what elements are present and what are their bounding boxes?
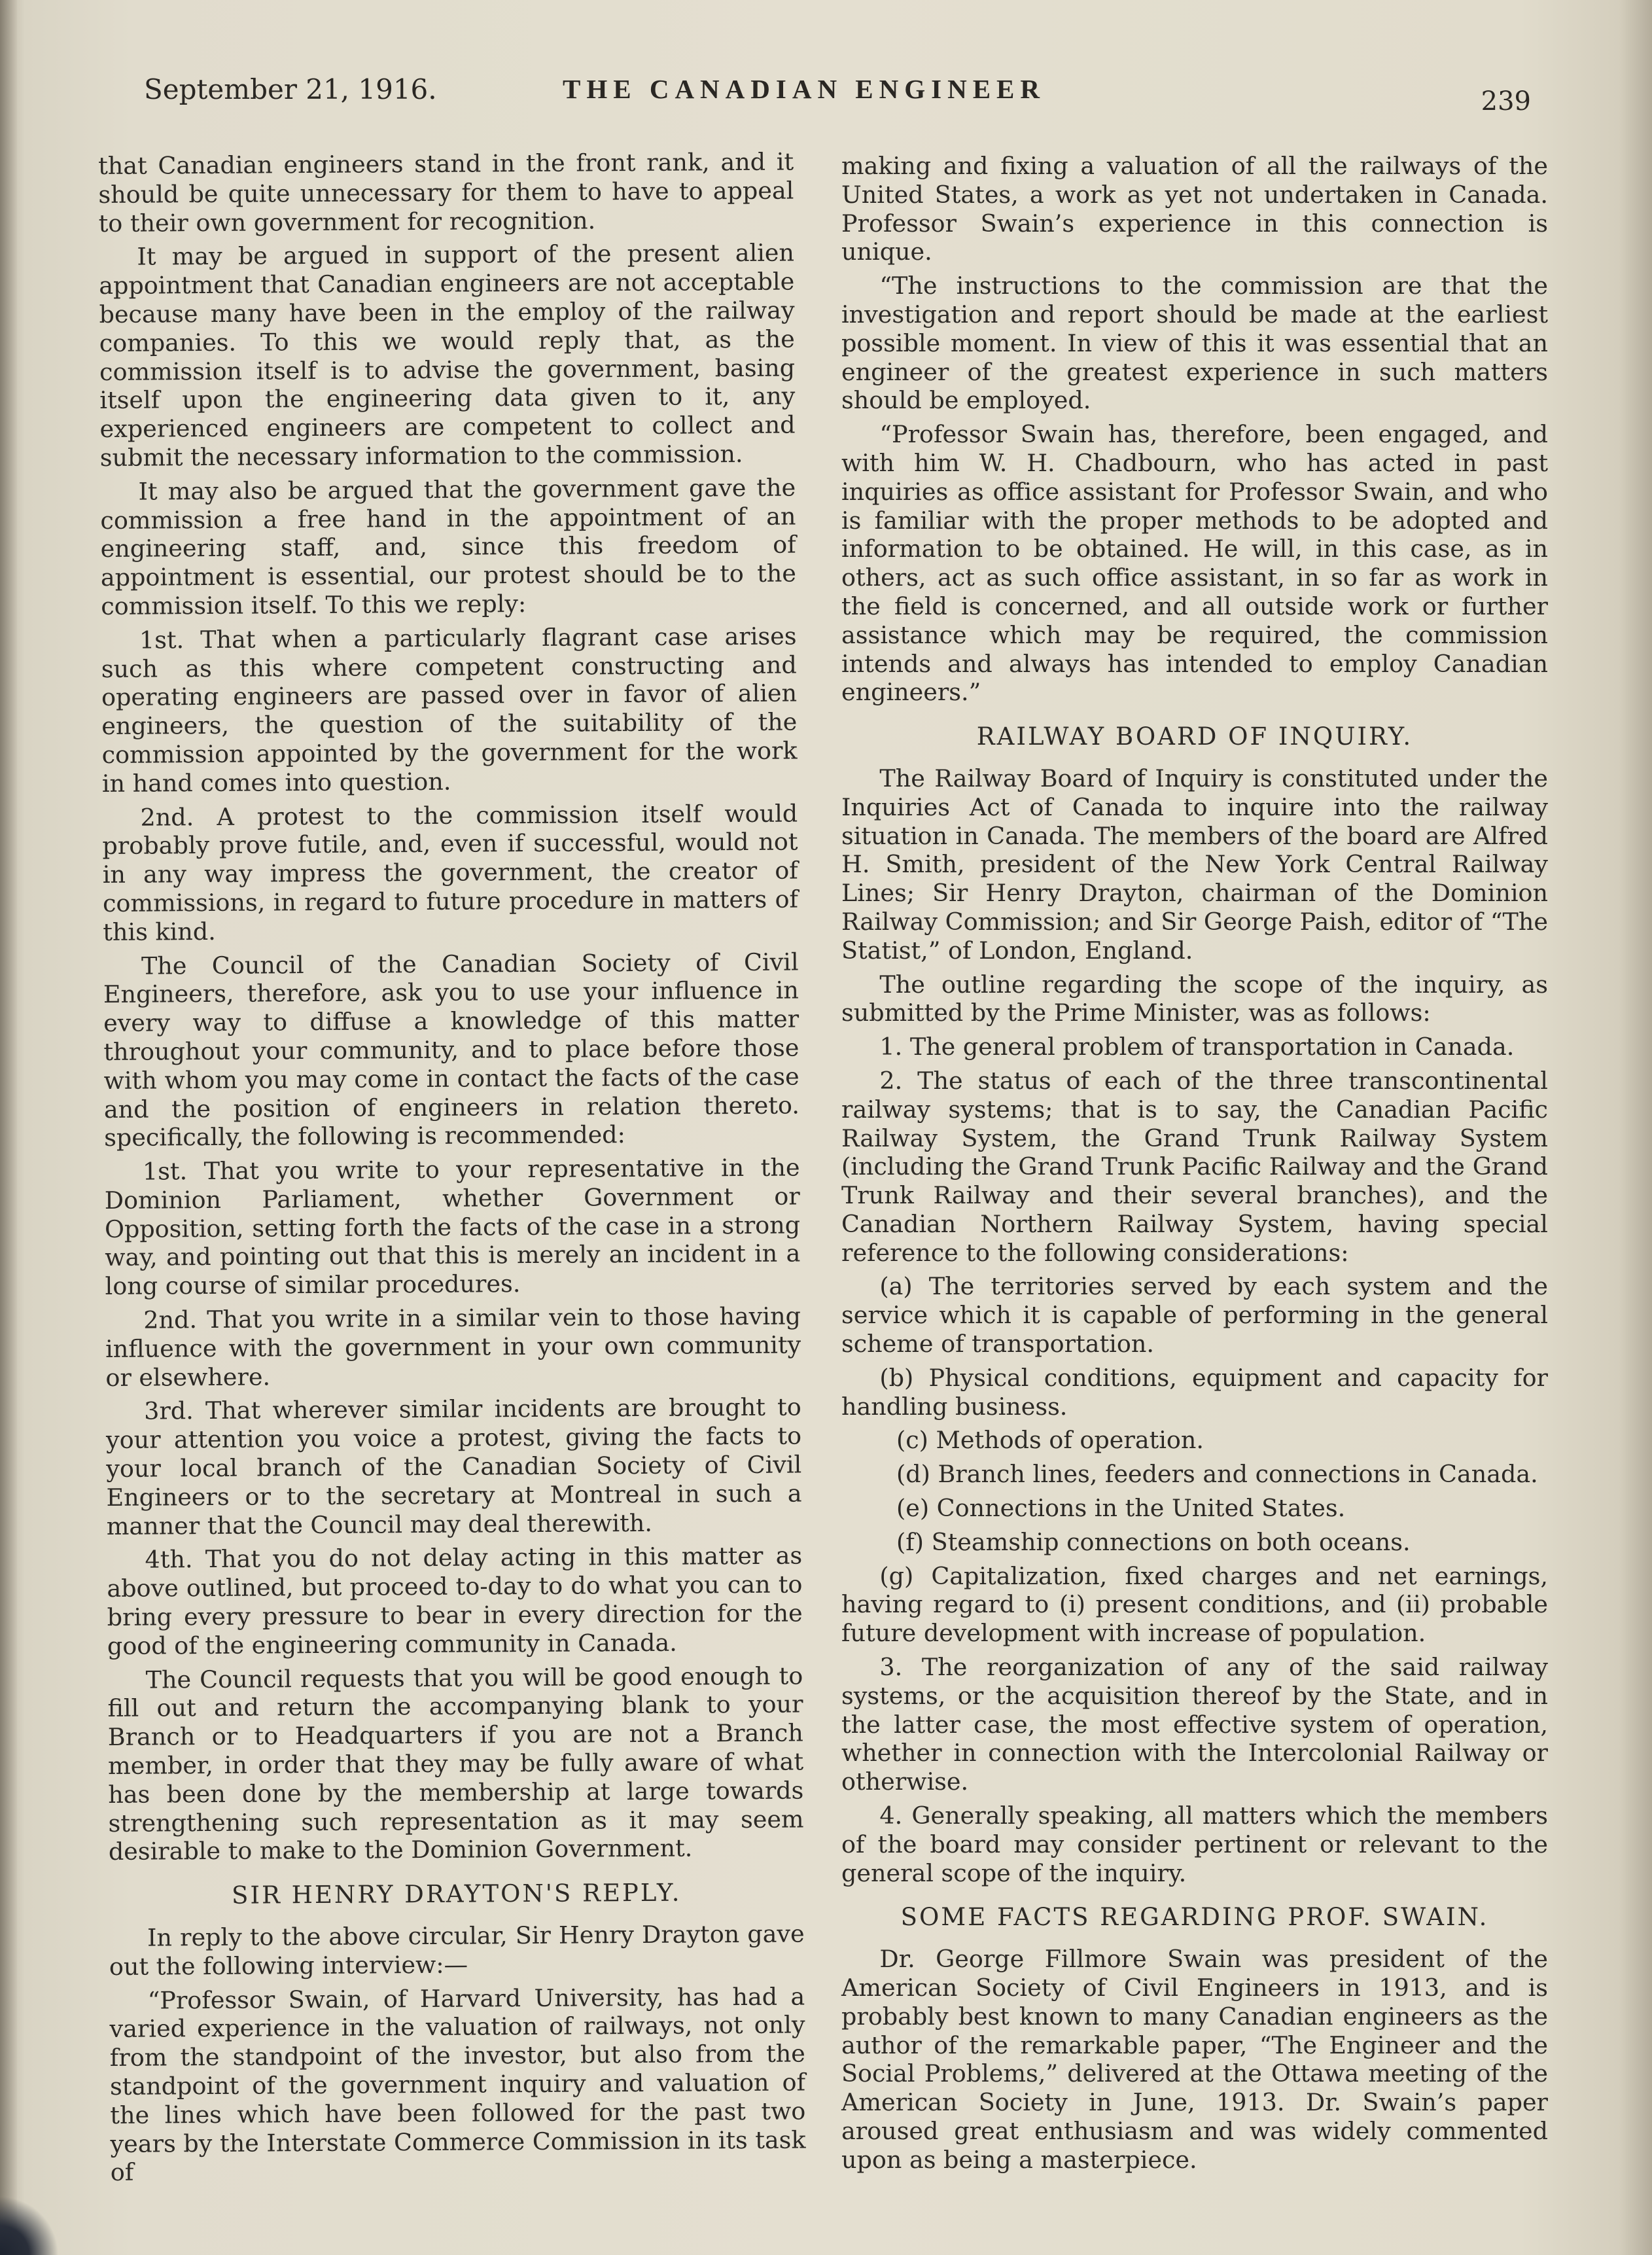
- left-column: [98, 148, 806, 2193]
- paragraph: 1st. That when a particularly flagrant case arises such as this where competent constructing and operating engineers are passed over in favor of alien engineers, the question of the suitability of the commission appointed by the government for the work in hand comes into question.: [101, 622, 798, 798]
- paragraph: 3. The reorganization of any of the said railway systems, or the acquisition thereof by the State, and in the latter case, the most effective system of operation, whether in connection with the Intercolonial Railway or otherwise.: [841, 1653, 1548, 1796]
- section-heading-railway-board: RAILWAY BOARD OF INQUIRY.: [976, 722, 1413, 751]
- paragraph: “Professor Swain has, therefore, been engaged, and with him W. H. Chadbourn, who has acted in past inquiries as office assistant for Professor Swain, and who is familiar with the proper methods to be adopted and information to be obtained. He will, in this case, as in others, act as such office assistant, in so far as work in the field is concerned, and all outside work or further assistance which may be required, the commission intends and always has intended to employ Canadian engineers.”: [841, 420, 1548, 707]
- paragraph: In reply to the above circular, Sir Henry Drayton gave out the following interview:—: [109, 1919, 805, 1981]
- paragraph: 4. Generally speaking, all matters which the members of the board may consider pertinent or relevant to the general scope of the inquiry.: [841, 1802, 1548, 1887]
- paragraph: The Council of the Canadian Society of Civil Engineers, therefore, ask you to use your influence in every way to diffuse a knowledge of this matter throughout your community, and to place before those with whom you may come in contact the facts of the case and the position of engineers in relation thereto. specifically, the following is recommended:: [103, 947, 800, 1152]
- list-item: (e) Connections in the United States.: [896, 1494, 1346, 1523]
- paragraph: (a) The territories served by each system and the service which it is capable of performing in the general scheme of transportation.: [841, 1272, 1548, 1358]
- paragraph: It may also be argued that the government gave the commission a free hand in the appointment of an engineering staff, and, since this freedom of appointment is essential, our protest should be to the commission itself. To this we reply:: [100, 473, 797, 620]
- list-item: (d) Branch lines, feeders and connections in Canada.: [896, 1460, 1538, 1489]
- paragraph: The outline regarding the scope of the inquiry, as submitted by the Prime Minister, was as follows:: [841, 970, 1548, 1027]
- header-journal-title: THE CANADIAN ENGINEER: [563, 74, 1046, 104]
- list-item: (c) Methods of operation.: [896, 1426, 1204, 1455]
- header-date: September 21, 1916.: [144, 73, 437, 105]
- paragraph: (b) Physical conditions, equipment and capacity for handling business.: [841, 1363, 1548, 1421]
- paragraph: It may be argued in support of the present alien appointment that Canadian engineers are not acceptable because many have been in the employ of the railway companies. To this we would reply that, as the commission itself is to advise the government, basing itself upon the engineering data given to it, any experienced engineers are competent to collect and submit the necessary information to the commission.: [99, 238, 796, 472]
- scan-corner-shadow: [0, 2196, 59, 2255]
- paragraph: that Canadian engineers stand in the front rank, and it should be quite unnecessary for them to have to appeal to their own government for recognition.: [98, 147, 794, 238]
- right-column: [841, 152, 1548, 2180]
- paragraph: making and fixing a valuation of all the railways of the United States, a work as yet not undertaken in Canada. Professor Swain’s experience in this connection is unique.: [841, 152, 1548, 266]
- paragraph: 2nd. A protest to the commission itself would probably prove futile, and, even if successful, would not in any way impress the government, the creator of commissions, in regard to future procedure in matters of this kind.: [102, 799, 799, 946]
- list-item: (f) Steamship connections on both oceans.: [896, 1527, 1411, 1556]
- paragraph: 2nd. That you write in a similar vein to those having influence with the government in your own community or elsewhere.: [105, 1302, 801, 1392]
- paragraph: The Council requests that you will be good enough to fill out and return the accompanying blank to your Branch or to Headquarters if you are not a Branch member, in order that they may be fully aware of what has been done by the membership at large towards strengthening such representation as it may seem desirable to make to the Dominion Government.: [107, 1661, 804, 1866]
- running-header: [144, 73, 1531, 126]
- paragraph: 2. The status of each of the three transcontinental railway systems; that is to say, the Canadian Pacific Railway System, the Grand Trunk Railway System (including the Grand Trunk Pacific Railway and the Grand Trunk Railway and their several branches), and the Canadian Northern Railway System, having special reference to the following considerations:: [841, 1066, 1548, 1267]
- spine-shadow: [0, 0, 17, 2255]
- paragraph: 1. The general problem of transportation in Canada.: [879, 1033, 1515, 1061]
- paragraph: The Railway Board of Inquiry is constituted under the Inquiries Act of Canada to inquire into the railway situation in Canada. The members of the board are Alfred H. Smith, president of the New York Central Railway Lines; Sir Henry Drayton, chairman of the Dominion Railway Commission; and Sir George Paish, editor of “The Statist,” of London, England.: [841, 764, 1549, 965]
- paragraph: “The instructions to the commission are that the investigation and report should be made at the earliest possible moment. In view of this it was essential that an engineer of the greatest experience in such matters should be employed.: [841, 272, 1548, 415]
- paragraph: (g) Capitalization, fixed charges and net earnings, having regard to (i) present conditions, and (ii) probable future development with increase of population.: [841, 1561, 1548, 1648]
- section-heading-drayton-reply: SIR HENRY DRAYTON'S REPLY.: [231, 1878, 682, 1910]
- paragraph: Dr. George Fillmore Swain was president of the American Society of Civil Engineers in 1913, and is probably best known to many Canadian engineers as the author of the remarkable paper, “The Engineer and the Social Problems,” delivered at the Ottawa meeting of the American Society in June, 1913. Dr. Swain’s paper aroused great enthusiasm and was widely commented upon as being a masterpiece.: [841, 1945, 1548, 2174]
- section-heading-prof-swain: SOME FACTS REGARDING PROF. SWAIN.: [900, 1903, 1489, 1932]
- paragraph: “Professor Swain, of Harvard University, has had a varied experience in the valuation of railways, not only from the standpoint of the investor, but also from the standpoint of the government inquiry and valuation of the lines which have been followed for the past two years by the Interstate Commerce Commission in its task of: [109, 1982, 806, 2187]
- page-number: 239: [1481, 86, 1531, 116]
- paragraph: 4th. That you do not delay acting in this matter as above outlined, but proceed to-day to do what you can to bring every pressure to bear in every direction for the good of the engineering community in Canada.: [107, 1541, 803, 1660]
- paragraph: 1st. That you write to your representative in the Dominion Parliament, whether Government or Opposition, setting forth the facts of the case in a strong way, and pointing out that this is merely an incident in a long course of similar procedures.: [104, 1153, 801, 1301]
- paragraph: 3rd. That wherever similar incidents are brought to your attention you voice a protest, giving the facts to your local branch of the Canadian Society of Civil Engineers or to the secretary at Montreal in such a manner that the Council may deal therewith.: [105, 1393, 802, 1540]
